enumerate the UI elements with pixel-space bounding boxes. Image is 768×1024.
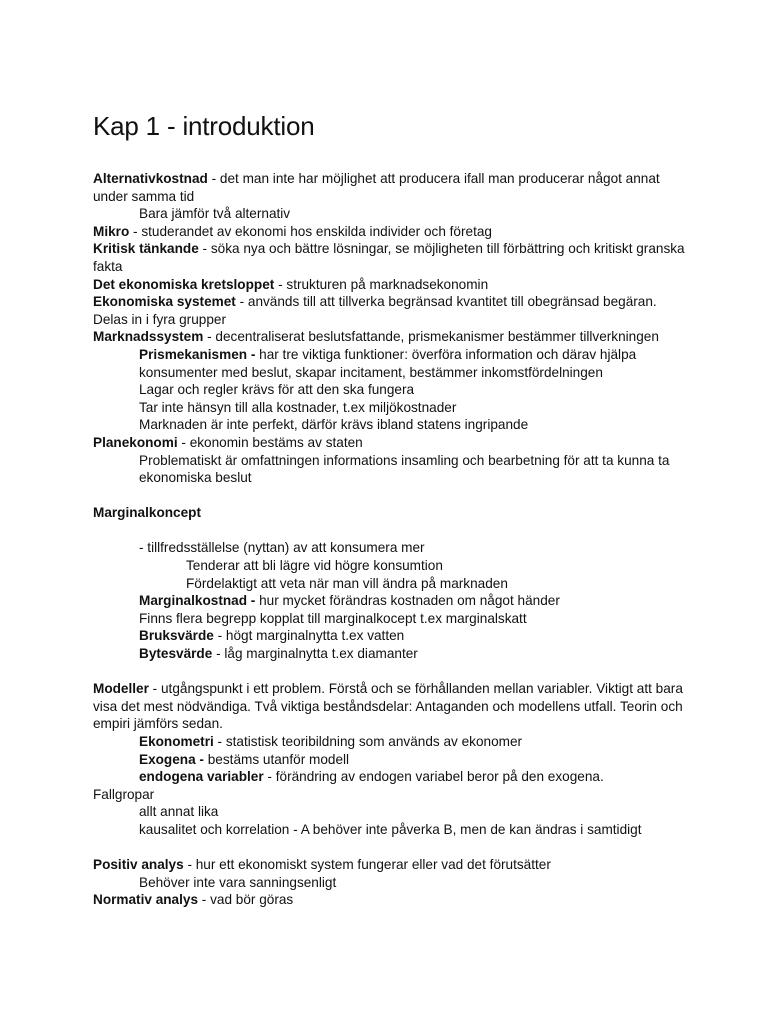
term: Modeller: [93, 681, 149, 697]
definition-marknadssystem: [93, 328, 693, 346]
term: Marginalkostnad -: [139, 593, 256, 609]
definition-alternativkostnad: [93, 170, 693, 205]
definition-marginalkostnad: [93, 592, 693, 610]
term: Bytesvärde: [139, 646, 213, 662]
definition-modeller: [93, 680, 693, 733]
page-title: Kap 1 - introduktion: [93, 111, 315, 141]
note-line: Tar inte hänsyn till alla kostnader, t.ex miljökostnader: [139, 399, 457, 415]
definition-ekonometri: [93, 733, 693, 751]
spacer: [93, 663, 693, 681]
note-line: Tenderar att bli lägre vid högre konsumtion: [186, 558, 443, 574]
definition-text: - statistisk teoribildning som används av ekonomer: [213, 734, 523, 749]
note-line: Marknaden är inte perfekt, därför krävs ibland statens ingripande: [139, 417, 529, 433]
definition-normativ-analys: [93, 891, 693, 909]
note-line: - tillfredsställelse (nyttan) av att konsumera mer: [139, 540, 425, 556]
term: endogena variabler: [139, 769, 264, 785]
term: Planekonomi: [93, 434, 178, 450]
note-line: Lagar och regler krävs för att den ska fungera: [139, 382, 415, 398]
definition-text: har tre viktiga funktioner: överföra information och därav hjälpa konsumenter med beslut, skapar incitament, bestämmer inkomstfördelningen: [139, 346, 637, 380]
definition-text: bestäms utanför modell: [203, 751, 350, 767]
definition-text: - det man inte har möjlighet att producera ifall man producerar något annat under samma tid: [93, 171, 660, 204]
note-line: Finns flera begrepp kopplat till marginalkocept t.ex marginalskatt: [139, 610, 527, 626]
definition-kretsloppet: [93, 276, 693, 294]
term: Det ekonomiska kretsloppet: [93, 276, 275, 292]
note-line: Fördelaktigt att veta när man vill ändra på marknaden: [186, 575, 508, 591]
section-heading-marginalkoncept: [93, 504, 693, 522]
definition-text: - strukturen på marknadsekonomin: [274, 276, 489, 292]
definition-text: hur mycket förändras kostnaden om något händer: [255, 593, 560, 609]
term: Alternativkostnad: [93, 171, 208, 186]
note-line: Fallgropar: [93, 786, 155, 802]
definition-text: - utgångspunkt i ett problem. Förstå och se förhållanden mellan variabler. Viktigt att bara visa det mest nödvändiga. Två viktiga beståndsdelar: Antaganden och modellens utfall. Teorin och empiri jämförs sedan.: [93, 681, 683, 732]
definition-prismekanismen: [93, 346, 693, 381]
note-line: Bara jämför två alternativ: [139, 206, 291, 222]
definition-positiv-analys: [93, 856, 693, 874]
term: Mikro: [93, 223, 130, 239]
spacer: [93, 839, 693, 857]
definition-kritisk-tankande: [93, 240, 693, 275]
note-line: allt annat lika: [139, 804, 219, 820]
definition-exogena: [93, 751, 693, 769]
term: Marknadssystem: [93, 329, 204, 345]
document-page: [93, 110, 693, 909]
definition-ekonomiska-systemet: [93, 293, 693, 328]
term: Bruksvärde: [139, 628, 214, 644]
definition-bytesvarde: [93, 645, 693, 663]
definition-text: - decentraliserat beslutsfattande, prismekanismer bestämmer tillverkningen: [203, 329, 659, 345]
definition-text: - hur ett ekonomiskt system fungerar eller vad det förutsätter: [183, 857, 551, 873]
note-line: kausalitet och korrelation - A behöver inte påverka B, men de kan ändras i samtidigt: [139, 821, 642, 837]
term: Prismekanismen -: [139, 346, 256, 362]
term: Kritisk tänkande: [93, 241, 199, 257]
definition-text: - används till att tillverka begränsad kvantitet till obegränsad begäran. Delas in i fyra grupper: [93, 294, 657, 327]
definition-text: - vad bör göras: [198, 892, 294, 908]
definition-endogena: [93, 768, 693, 786]
definition-text: - studerandet av ekonomi hos enskilda individer och företag: [129, 223, 492, 239]
definition-mikro: [93, 223, 693, 241]
term: Positiv analys: [93, 857, 184, 873]
definition-bruksvarde: [93, 627, 693, 645]
term: Ekonomiska systemet: [93, 294, 236, 310]
term: Exogena -: [139, 751, 204, 767]
spacer: [93, 487, 693, 505]
note-line: Behöver inte vara sanningsenligt: [139, 874, 337, 890]
definition-text: - högt marginalnytta t.ex vatten: [213, 628, 405, 644]
term: Ekonometri: [139, 734, 214, 749]
note-line: Problematiskt är omfattningen informations insamling och bearbetning för att ta kunna ta ekonomiska beslut: [139, 452, 670, 486]
spacer: [93, 522, 693, 540]
definition-text: - förändring av endogen variabel beror på den exogena.: [263, 769, 604, 785]
term: Marginalkoncept: [93, 505, 202, 521]
definition-text: - låg marginalnytta t.ex diamanter: [212, 646, 418, 662]
definition-planekonomi: [93, 434, 693, 452]
definition-text: - söka nya och bättre lösningar, se möjligheten till förbättring och kritiskt granska fakta: [93, 241, 685, 274]
definition-text: - ekonomin bestäms av staten: [177, 434, 363, 450]
term: Normativ analys: [93, 892, 199, 908]
